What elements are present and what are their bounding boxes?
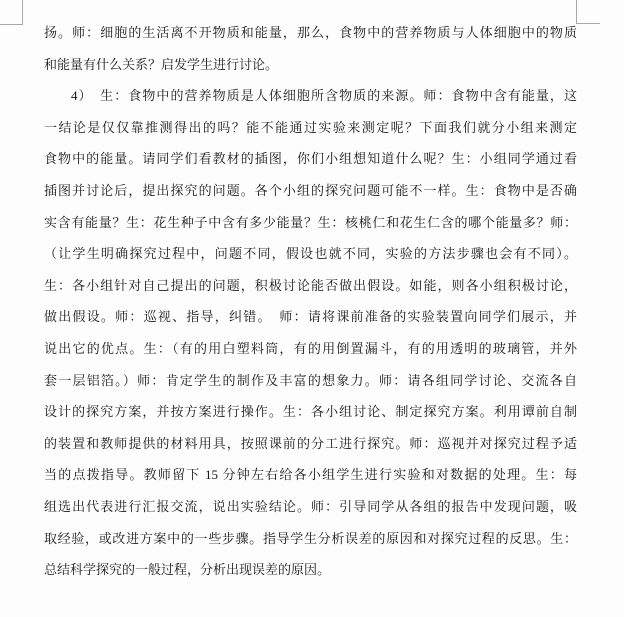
text-boundary-corner-mark-top-left (22, 0, 23, 24)
text-boundary-corner-mark-top-right (576, 23, 600, 24)
text-line: 套一层铝箔。）师：肯定学生的制作及丰富的想象力。师：请各组同学讨论、交流各自 (44, 372, 577, 388)
text-line: 取经验，或改进方案中的一些步骤。指导学生分析误差的原因和对探究过程的反思。生： (44, 530, 577, 546)
text-line: 设计的探究方案，并按方案进行操作。生：各小组讨论、制定探究方案。利用谭前自制 (44, 404, 577, 420)
text-line: 实含有能量？生：花生种子中含有多少能量？生：核桃仁和花生仁含的哪个能量多？师： (44, 214, 577, 230)
text-line: 一结论是仅仅靠推测得出的吗？能不能通过实验来测定呢？下面我们就分小组来测定 (44, 119, 577, 135)
text-boundary-corner-mark-top-left (0, 24, 23, 25)
text-line: 插图并讨论后，提出探究的问题。各个小组的探究问题可能不一样。生：食物中是否确 (44, 182, 577, 198)
text-line: 做出假设。师：巡视、指导，纠错。 师：请将课前准备的实验装置向同学们展示，并 (44, 309, 577, 325)
text-line: 的装置和教师提供的材料用具，按照课前的分工进行探究。师：巡视并对探究过程予适 (44, 435, 577, 451)
text-line: 4） 生：食物中的营养物质是人体细胞所含物质的来源。师：食物中含有能量，这 (71, 88, 577, 104)
document-text (44, 17, 577, 586)
text-line: 组选出代表进行汇报交流，说出实验结论。师：引导同学从各组的报告中发现问题，吸 (44, 498, 577, 514)
text-line: （让学生明确探究过程中，问题不同，假设也就不同，实验的方法步骤也会有不同）。 (44, 246, 577, 262)
text-line: 和能量有什么关系？启发学生进行讨论。 (44, 56, 279, 72)
text-line: 扬。师：细胞的生活离不开物质和能量，那么，食物中的营养物质与人体细胞中的物质 (44, 25, 577, 40)
text-line: 食物中的能量。请同学们看教材的插图，你们小组想知道什么呢？生：小组同学通过看 (44, 151, 577, 167)
text-line: 总结科学探究的一般过程，分析出现误差的原因。 (44, 562, 331, 578)
text-line: 当的点拨指导。教师留下 15 分钟左右给各小组学生进行实验和对数据的处理。生：每 (44, 467, 577, 483)
text-line: 生：各小组针对自己提出的问题，积极讨论能否做出假设。如能，则各小组积极讨论， (44, 277, 577, 293)
text-line: 说出它的优点。生：（有的用白塑料筒，有的用倒置漏斗，有的用透明的玻璃管，并外 (44, 340, 577, 356)
